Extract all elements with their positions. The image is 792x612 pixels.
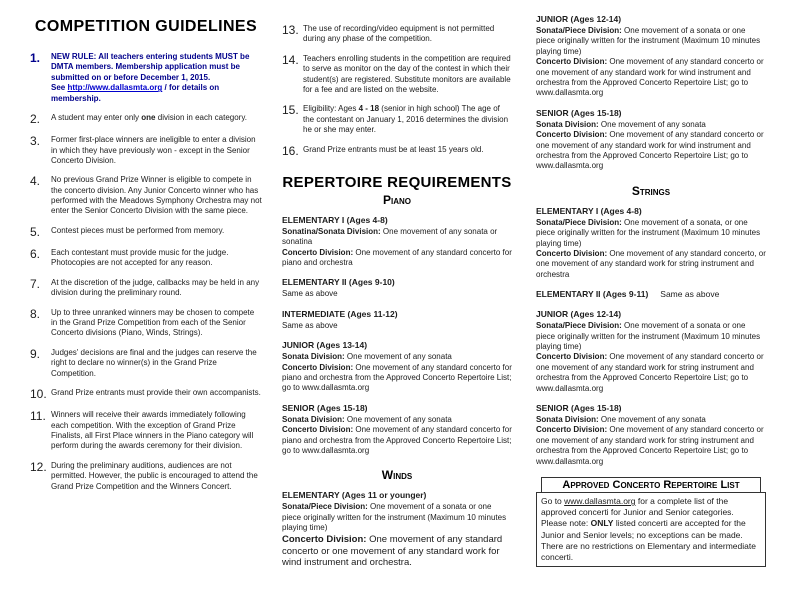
division-label: Concerto Division: [282, 533, 367, 545]
division-name: SENIOR [536, 403, 569, 413]
division-label: Concerto Division: [536, 130, 608, 140]
division-text: One movement of a sonata or one piece originally written for the instrument (Maximum 10 minutes playing time) [536, 321, 761, 352]
item-text: NEW RULE: All teachers entering students MUST be DMTA members. Membership application must be submitted on or before December 1, 2015. [51, 52, 250, 82]
division-ages: (Ages 15-18) [570, 107, 622, 118]
item-text: Grand Prize entrants must provide their own accompanists. [51, 387, 261, 397]
item-number: 15. [282, 103, 299, 118]
item-text: Former first-place winners are ineligible to enter a division in which they have previously won - except in the Senior Concerto Division. [51, 135, 256, 165]
division-name: INTERMEDIATE [282, 308, 346, 319]
piano-junior-section [282, 340, 512, 394]
division-name: JUNIOR [282, 340, 315, 351]
piano-senior-section [282, 403, 512, 457]
strings-elementary-2-section [536, 289, 766, 300]
piano-intermediate-section [282, 309, 512, 331]
guideline-item-14 [282, 54, 512, 96]
piano-elementary-2-section [282, 277, 512, 299]
piano-section-title: Piano [382, 192, 411, 207]
item-text: Up to three unranked winners may be chosen to compete in the Grand Prize Competition from each of the Senior Concerto divisions (Piano, Winds, Strings). [51, 307, 255, 338]
item-text: A student may enter only [51, 112, 142, 122]
division-text: One movement of any sonata [346, 414, 452, 424]
item-text: Contest pieces must be performed from memory. [51, 225, 225, 235]
item-text: Judges' decisions are final and the judges can reserve the right to declare no winner(s) in the Grand Prize Competition. [51, 347, 257, 378]
division-text: One movement of any standard concerto or one movement of any standard work for string instrument and orchestra from the Approved Concerto Repertoire List; go to www.dallasmta.org [536, 425, 764, 466]
division-label: Concerto Division: [536, 249, 608, 258]
repertoire-requirements-title: REPERTOIRE REQUIREMENTS [282, 173, 512, 191]
division-text: One movement of any standard concerto or one movement of any standard work for wind instrument and orchestra from the Approved Concerto Repertoire List; go to www.dallasmta.org [536, 130, 764, 171]
item-text-bold: 4 - 18 [358, 104, 380, 114]
division-name: ELEMENTARY I [282, 214, 345, 225]
item-number: 10. [30, 386, 47, 401]
winds-junior-section [536, 14, 766, 99]
middle-column [282, 0, 512, 578]
approved-box-body [536, 492, 766, 567]
division-ages: (Ages 12-14) [570, 14, 622, 24]
division-label: Concerto Division: [282, 362, 354, 372]
left-column [30, 0, 262, 501]
guideline-item-2 [30, 113, 262, 126]
division-text: One movement of any standard concerto for piano and orchestra from the Approved Concerto Repertoire List; go to www.dallasmta.org [282, 362, 512, 393]
division-name: SENIOR [282, 402, 315, 413]
item-text: No previous Grand Prize Winner is eligible to compete in the concerto division. Any Junior Concerto winner who has performed with the Meadows Symphony Orchestra may not enter the Senior Concerto Division with the same piece. [51, 175, 262, 216]
item-text: Each contestant must provide music for the judge. Photocopies are not accepted for any reason. [51, 248, 229, 268]
division-text: One movement of any sonata or sonatina [282, 226, 498, 247]
division-text: One movement of a sonata or one piece originally written for the instrument (Maximum 10 minutes playing time) [282, 502, 507, 533]
guideline-item-4 [30, 175, 262, 217]
item-text: (senior in high school) The age of the contestant on January 1, 2016 determines the division he or she may enter. [303, 104, 509, 135]
item-number: 13. [282, 23, 299, 37]
winds-section-title: Winds [381, 468, 413, 483]
guideline-item-12 [30, 461, 262, 492]
division-text: One movement of any standard concerto or one movement of any standard work for string instrument and orchestra from the Approved Concerto Repertoire List; go to www.dallasmta.org [536, 352, 764, 393]
page-title: COMPETITION GUIDELINES [34, 18, 258, 35]
division-label: Sonata Division: [282, 414, 345, 424]
item-number: 16. [282, 143, 299, 158]
approved-box-title: Approved Concerto Repertoire List [541, 477, 761, 493]
dallasmta-hyperlink[interactable]: http://www.dallasmta.org [67, 83, 163, 93]
guideline-item-13 [282, 24, 512, 45]
division-ages: (Ages 12-14) [570, 309, 622, 320]
item-text: Winners will receive their awards immediately following each competition. With the exception of Grand Prize Finalists, all First Place winners in the Piano category will perform during the awards ceremony for their division. [51, 410, 254, 451]
division-text: One movement of any standard concerto, or one movement of any standard work for string instrument and orchestra [536, 249, 766, 279]
division-label: Sonata/Piece Division: [536, 26, 622, 36]
item-text: The use of recording/video equipment is not permitted during any phase of the competition. [303, 24, 495, 44]
division-text: One movement of any standard concerto for piano and orchestra [282, 247, 512, 267]
division-name: SENIOR [536, 107, 569, 118]
item-number: 4. [30, 174, 41, 189]
division-ages: (Ages 4-8) [600, 205, 642, 216]
item-text: See [51, 83, 68, 93]
guideline-item-10 [30, 388, 262, 401]
division-ages: (Ages 15-18) [570, 403, 622, 413]
box-text: for a complete list of the approved concerti for Junior and Senior categories. Please note: [541, 496, 734, 529]
item-number: 7. [30, 276, 41, 291]
item-text: Grand Prize entrants must be at least 15 years old. [303, 144, 484, 154]
division-name: JUNIOR [536, 309, 569, 320]
item-text: division in each category. [155, 112, 247, 122]
approved-concerto-repertoire-box [536, 477, 766, 567]
guideline-item-3 [30, 135, 262, 166]
box-text: listed concerti are accepted for the Junior and Senior levels; no exceptions can be made. There are no restrictions on Elementary and intermediate concerti. [541, 518, 756, 563]
item-text: At the discretion of the judge, callbacks may be held in any division during the preliminary round. [51, 277, 260, 298]
winds-elementary-section [282, 490, 512, 569]
division-text: One movement of any standard concerto for piano and orchestra from the Approved Concerto Repertoire List; go to www.dallasmta.org [282, 425, 512, 456]
item-text: / for details on membership. [51, 83, 220, 103]
division-text: One movement of a sonata or one piece originally written for the instrument (Maximum 10 minutes playing time) [536, 26, 761, 56]
division-label: Sonata Division: [282, 352, 345, 362]
item-text: During the preliminary auditions, audiences are not permitted. However, the public is encouraged to attend the Grand Prize Competition and the Winners Concert. [51, 460, 258, 491]
division-ages: (Ages 11 or younger) [341, 490, 427, 501]
strings-junior-section [536, 309, 766, 394]
division-label: Sonata/Piece Division: [536, 217, 622, 227]
division-label: Sonata/Piece Division: [282, 502, 368, 512]
item-number: 1. [30, 51, 41, 65]
division-text: One movement of any sonata [600, 119, 706, 129]
division-label: Sonata Division: [536, 415, 599, 425]
division-label: Concerto Division: [536, 57, 608, 67]
item-number: 5. [30, 224, 41, 239]
guideline-item-1 [30, 52, 262, 104]
guideline-item-7 [30, 278, 262, 299]
item-number: 14. [282, 52, 299, 67]
item-number: 11. [30, 409, 46, 424]
guideline-item-8 [30, 308, 262, 339]
division-text: One movement of a sonata, or one piece originally written for the instrument (Maximum 10 minutes playing time) [536, 217, 761, 248]
item-number: 3. [30, 134, 41, 149]
strings-section-title: Strings [631, 183, 671, 198]
division-name: ELEMENTARY I [536, 205, 599, 216]
division-label: Sonata/Piece Division: [536, 321, 622, 331]
strings-elementary-1-section [536, 206, 766, 280]
division-ages: (Ages 11-12) [347, 308, 398, 319]
division-text: Same as above [282, 289, 338, 299]
division-ages: (Ages 4-8) [346, 214, 388, 225]
division-text: One movement of any standard concerto or one movement of any standard work for wind instrument and orchestra. [282, 533, 503, 569]
division-text: One movement of any sonata [600, 415, 706, 425]
box-text-bold: ONLY [590, 518, 614, 529]
division-name: JUNIOR [536, 14, 569, 24]
guideline-item-16 [282, 145, 512, 158]
dallasmta-link[interactable]: www.dallasmta.org [564, 496, 636, 506]
winds-senior-section [536, 108, 766, 172]
division-label: Concerto Division: [536, 425, 608, 435]
division-label: Concerto Division: [282, 425, 354, 435]
division-text: One movement of any sonata [346, 352, 452, 362]
guideline-item-11 [30, 410, 262, 452]
division-ages: (Ages 9-11) [602, 289, 649, 300]
guideline-item-15 [282, 104, 512, 135]
division-label: Concerto Division: [282, 247, 354, 257]
division-ages: (Ages 9-10) [348, 277, 395, 288]
division-label: Sonatina/Sonata Division: [282, 226, 381, 236]
guideline-item-6 [30, 248, 262, 269]
item-text: Eligibility: Ages [303, 104, 359, 114]
division-name: ELEMENTARY [282, 490, 340, 501]
item-number: 9. [30, 346, 41, 361]
guideline-item-9 [30, 348, 262, 379]
item-number: 12. [30, 459, 47, 474]
guideline-item-5 [30, 226, 262, 239]
division-label: Concerto Division: [536, 352, 608, 362]
item-number: 6. [30, 247, 41, 262]
division-note: Same as above [660, 289, 720, 300]
right-column [536, 0, 766, 567]
division-label: Sonata Division: [536, 119, 599, 129]
box-text: Go to [541, 496, 565, 506]
division-name: ELEMENTARY II [536, 289, 601, 300]
division-text: Same as above [282, 320, 338, 330]
division-ages: (Ages 13-14) [316, 340, 368, 351]
piano-elementary-1-section [282, 215, 512, 269]
division-name: ELEMENTARY II [282, 277, 347, 288]
item-text-bold: one [141, 112, 156, 122]
item-text: Teachers enrolling students in the competition are required to serve as monitor on the day of the contest in which their student(s) are registered. Substitute monitors are available for a fee and are listed on the website. [303, 53, 511, 94]
strings-senior-section [536, 403, 766, 467]
item-number: 2. [30, 111, 41, 126]
item-number: 8. [30, 306, 41, 321]
division-ages: (Ages 15-18) [316, 402, 368, 413]
division-text: One movement of any standard concerto or one movement of any standard work for wind instrument and orchestra from the Approved Concerto Repertoire List; go to www.dallasmta.org [536, 57, 764, 98]
